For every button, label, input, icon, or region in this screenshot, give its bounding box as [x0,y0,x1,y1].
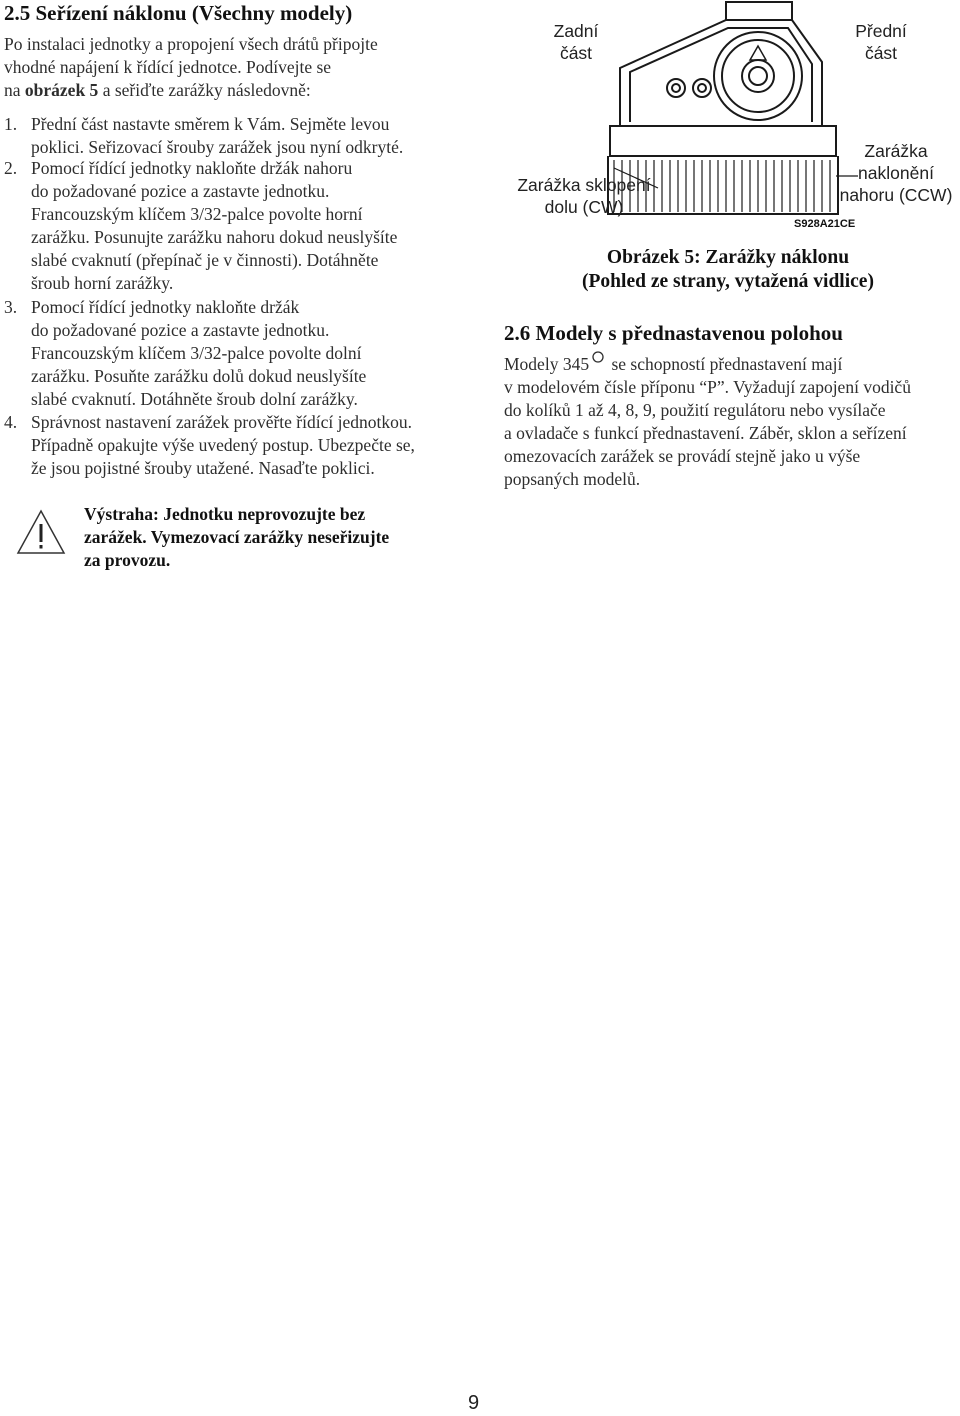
paragraph-line: do kolíků 1 až 4, 8, 9, použití regulátoru nebo vysílače [504,400,886,420]
step-line: Pomocí řídící jednotky nakloňte držák [31,297,300,317]
step-line: poklici. Seřizovací šrouby zarážek jsou nyní odkryté. [31,137,404,157]
step-line: Francouzským klíčem 3/32-palce povolte dolní [31,343,362,363]
step-number: 2. [4,158,18,178]
page-number: 9 [468,1392,480,1414]
degree-circle-icon [591,350,605,364]
warning-triangle-icon [15,508,67,556]
step-item [4,296,464,411]
section-heading-2-6: 2.6 Modely s přednastavenou polohou [504,321,843,345]
step-line: Francouzským klíčem 3/32-palce povolte horní [31,204,363,224]
step-line: do požadované pozice a zastavte jednotku. [31,320,330,340]
step-line: zarážku. Posunujte zarážku nahoru dokud neuslyšíte [31,227,398,247]
paragraph-line: popsaných modelů. [504,469,641,489]
step-line: do požadované pozice a zastavte jednotku. [31,181,330,201]
step-line: Správnost nastavení zarážek prověřte řídící jednotkou. [31,412,412,432]
intro-line: na obrázek 5 a seřiďte zarážky následovně: [4,80,311,100]
step-line: slabé cvaknutí (přepínač je v činnosti). Dotáhněte [31,250,379,270]
intro-line: vhodné napájení k řídící jednotce. Podívejte se [4,57,332,77]
warning-line: za provozu. [84,550,171,570]
figure-caption: Obrázek 5: Zarážky náklonu (Pohled ze strany, vytažená vidlice) [582,247,874,292]
figure-part-code: S928A21CE [794,218,856,230]
warning-line: zarážek. Vymezovací zarážky neseřizujte [84,527,390,547]
step-line: šroub horní zarážky. [31,273,174,293]
step-line: že jsou pojistné šrouby utažené. Nasaďte poklici. [31,458,375,478]
paragraph-line: omezovacích zarážek se provádí stejně jako u výše [504,446,861,466]
step-number: 3. [4,297,18,317]
step-item [4,411,464,480]
intro-paragraph [4,33,378,102]
section-heading-2-5: 2.5 Seřízení náklonu (Všechny modely) [4,1,353,25]
step-line: Přední část nastavte směrem k Vám. Sejměte levou [31,114,390,134]
warning-line: Výstraha: Jednotku neprovozujte bez [84,504,366,524]
step-line: Pomocí řídící jednotky nakloňte držák nahoru [31,158,353,178]
figure-reference: obrázek 5 [24,80,99,100]
paragraph-line: Modely 345 se schopností přednastavení mají [504,350,911,376]
intro-line: Po instalaci jednotky a propojení všech drátů připojte [4,34,378,54]
warning-text [84,503,389,572]
figure-label-down-stop: Zarážka sklopení dolu (CW) [517,175,651,217]
step-line: Případně opakujte výše uvedený postup. Ubezpečte se, [31,435,415,455]
paragraph-line: a ovladače s funkcí přednastavení. Záběr, sklon a seřízení [504,423,907,443]
step-item [4,157,464,295]
step-number: 1. [4,114,18,134]
step-line: zarážku. Posuňte zarážku dolů dokud neuslyšíte [31,366,367,386]
step-number: 4. [4,412,18,432]
figure-label-rear: Zadní část [553,21,599,63]
step-item [4,113,464,159]
paragraph-line: v modelovém čísle příponu “P”. Vyžadují zapojení vodičů [504,377,911,397]
step-line: slabé cvaknutí. Dotáhněte šroub dolní zarážky. [31,389,358,409]
figure-label-front: Přední část [855,21,907,63]
figure-label-up-stop: Zarážka naklonění nahoru (CCW) [839,141,953,205]
section-2-6-paragraph [504,350,911,491]
